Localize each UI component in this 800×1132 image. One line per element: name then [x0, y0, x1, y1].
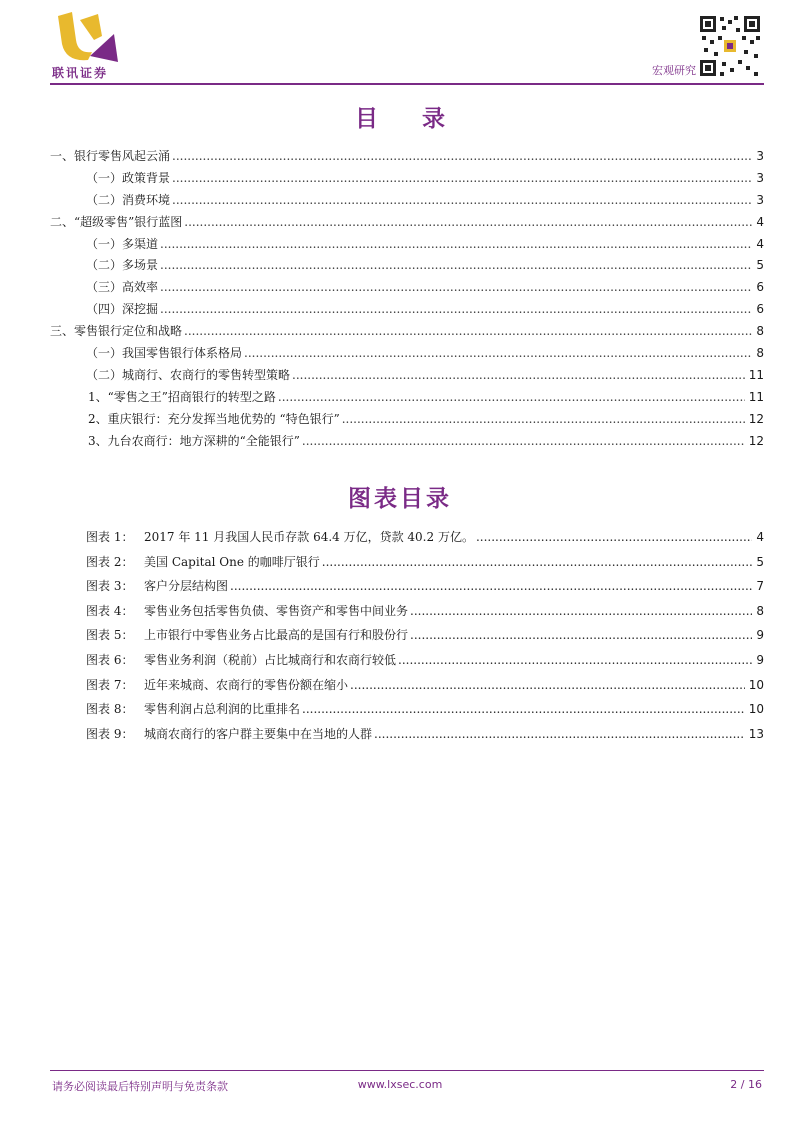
figure-list — [86, 525, 764, 746]
toc-entry[interactable] — [50, 212, 764, 234]
figure-label: 零售利润占总利润的比重排名 — [144, 702, 301, 717]
toc-entry-label: （四）深挖掘 — [86, 302, 159, 317]
toc-entry-page: 3 — [756, 149, 764, 163]
toc-entry-label: 二、“超级零售”银行蓝图 — [50, 214, 183, 229]
leader-dots — [342, 409, 745, 431]
leader-dots — [374, 722, 745, 747]
figure-entry[interactable] — [86, 673, 764, 698]
leader-dots — [172, 146, 752, 168]
toc-entry-label: 三、零售银行定位和战略 — [50, 324, 183, 339]
leader-dots — [244, 343, 752, 365]
toc-entry-label: 3、九台农商行：地方深耕的“全能银行” — [88, 433, 300, 448]
toc-entry-page: 5 — [756, 258, 764, 273]
figure-label: 零售业务利润（税前）占比城商行和农商行较低 — [144, 652, 397, 667]
figure-label: 近年来城商、农商行的零售份额在缩小 — [144, 677, 349, 692]
leader-dots — [350, 673, 745, 698]
toc-entry-label: （一）多渠道 — [86, 236, 159, 251]
leader-dots — [302, 431, 745, 453]
footer-divider — [50, 1070, 764, 1071]
toc-entry[interactable] — [50, 431, 764, 453]
leader-dots — [160, 299, 752, 321]
toc-entry-page: 11 — [748, 389, 764, 404]
figure-page: 7 — [756, 579, 764, 594]
figure-entry[interactable] — [86, 525, 764, 550]
figure-number: 图表 7： — [86, 677, 134, 692]
disclaimer-notice: 请务必阅读最后特别声明与免责条款 — [52, 1080, 228, 1093]
figure-number: 图表 8： — [86, 702, 134, 717]
toc-entry[interactable] — [50, 277, 764, 299]
leader-dots — [476, 525, 752, 550]
figure-entry[interactable] — [86, 623, 764, 648]
toc-entry-page: 3 — [756, 192, 764, 207]
figure-entry[interactable] — [86, 574, 764, 599]
toc-entry[interactable] — [50, 146, 764, 168]
leader-dots — [302, 697, 745, 722]
toc-entry-page: 6 — [756, 302, 764, 317]
figure-page: 10 — [748, 702, 764, 717]
toc-entry-label: 2、重庆银行：充分发挥当地优势的 “特色银行” — [88, 411, 340, 426]
page-header — [0, 0, 800, 90]
toc-entry-page: 6 — [756, 280, 764, 295]
figure-label: 城商农商行的客户群主要集中在当地的人群 — [144, 726, 373, 741]
toc-entry-label: （一）我国零售银行体系格局 — [86, 346, 243, 361]
section-tag: 宏观研究 — [652, 64, 696, 77]
figure-entry[interactable] — [86, 550, 764, 575]
brand-name: 联讯证券 — [52, 66, 109, 80]
figure-number: 图表 4： — [86, 603, 134, 618]
figure-page: 13 — [748, 726, 764, 741]
page-number: 2 / 16 — [730, 1078, 762, 1091]
figure-entry[interactable] — [86, 648, 764, 673]
figure-page: 8 — [756, 603, 764, 618]
website-link[interactable]: www.lxsec.com — [357, 1078, 443, 1091]
toc-entry-page: 3 — [756, 170, 764, 185]
leader-dots — [160, 234, 752, 256]
toc-entry-label: 1、“零售之王”招商银行的转型之路 — [88, 389, 276, 404]
toc-entry-page: 11 — [748, 367, 764, 382]
toc-entry[interactable] — [50, 343, 764, 365]
toc-entry-page: 4 — [756, 236, 764, 251]
leader-dots — [172, 190, 752, 212]
leader-dots — [184, 321, 752, 343]
toc-entry-page: 8 — [756, 324, 764, 339]
toc-entry-page: 8 — [756, 346, 764, 361]
toc-entry[interactable] — [50, 409, 764, 431]
leader-dots — [322, 550, 753, 575]
figure-page: 4 — [756, 530, 764, 544]
toc-entry-label: （三）高效率 — [86, 280, 159, 295]
leader-dots — [292, 365, 745, 387]
leader-dots — [398, 648, 752, 673]
toc-entry-page: 12 — [748, 411, 764, 426]
figure-page: 10 — [748, 677, 764, 692]
figure-page: 9 — [756, 652, 764, 667]
figure-number: 图表 6： — [86, 652, 134, 667]
toc-entry-label: （二）消费环境 — [86, 192, 171, 207]
toc-entry[interactable] — [50, 299, 764, 321]
figure-number: 图表 1： — [86, 530, 134, 544]
figure-list-title: 图表目录 — [348, 486, 452, 512]
toc-entry-label: （二）多场景 — [86, 258, 159, 273]
leader-dots — [410, 623, 752, 648]
toc-entry-label: （一）政策背景 — [86, 170, 171, 185]
figure-label: 零售业务包括零售负债、零售资产和零售中间业务 — [144, 603, 409, 618]
toc-entry-label: （二）城商行、农商行的零售转型策略 — [86, 367, 291, 382]
figure-entry[interactable] — [86, 722, 764, 747]
toc-entry[interactable] — [50, 321, 764, 343]
toc-entry[interactable] — [50, 234, 764, 256]
lianxun-logo-icon — [54, 10, 124, 70]
header-divider — [50, 83, 764, 85]
figure-label: 美国 Capital One 的咖啡厅银行 — [144, 554, 320, 569]
figure-number: 图表 9： — [86, 726, 134, 741]
toc-entry-page: 4 — [756, 214, 764, 229]
toc-entry-page: 12 — [748, 433, 764, 448]
figure-entry[interactable] — [86, 697, 764, 722]
leader-dots — [410, 599, 752, 624]
leader-dots — [160, 277, 752, 299]
toc-entry[interactable] — [50, 190, 764, 212]
figure-label: 2017 年 11 月我国人民币存款 64.4 万亿，贷款 40.2 万亿。 — [144, 530, 474, 544]
figure-number: 图表 5： — [86, 628, 134, 643]
toc-title: 目 录 — [354, 106, 463, 132]
leader-dots — [230, 574, 752, 599]
figure-label: 客户分层结构图 — [144, 579, 229, 594]
leader-dots — [184, 212, 752, 234]
leader-dots — [160, 255, 752, 277]
toc-entry[interactable] — [50, 387, 764, 409]
toc-list — [50, 146, 764, 452]
figure-page: 9 — [756, 628, 764, 643]
leader-dots — [278, 387, 745, 409]
figure-number: 图表 3： — [86, 579, 134, 594]
toc-entry-label: 一、银行零售风起云涌 — [50, 149, 171, 163]
toc-entry[interactable] — [50, 255, 764, 277]
qr-code-icon — [698, 14, 762, 78]
leader-dots — [172, 168, 752, 190]
figure-entry[interactable] — [86, 599, 764, 624]
figure-label: 上市银行中零售业务占比最高的是国有行和股份行 — [144, 628, 409, 643]
figure-number: 图表 2： — [86, 554, 134, 569]
toc-entry[interactable] — [50, 168, 764, 190]
figure-page: 5 — [756, 554, 764, 569]
toc-entry[interactable] — [50, 365, 764, 387]
